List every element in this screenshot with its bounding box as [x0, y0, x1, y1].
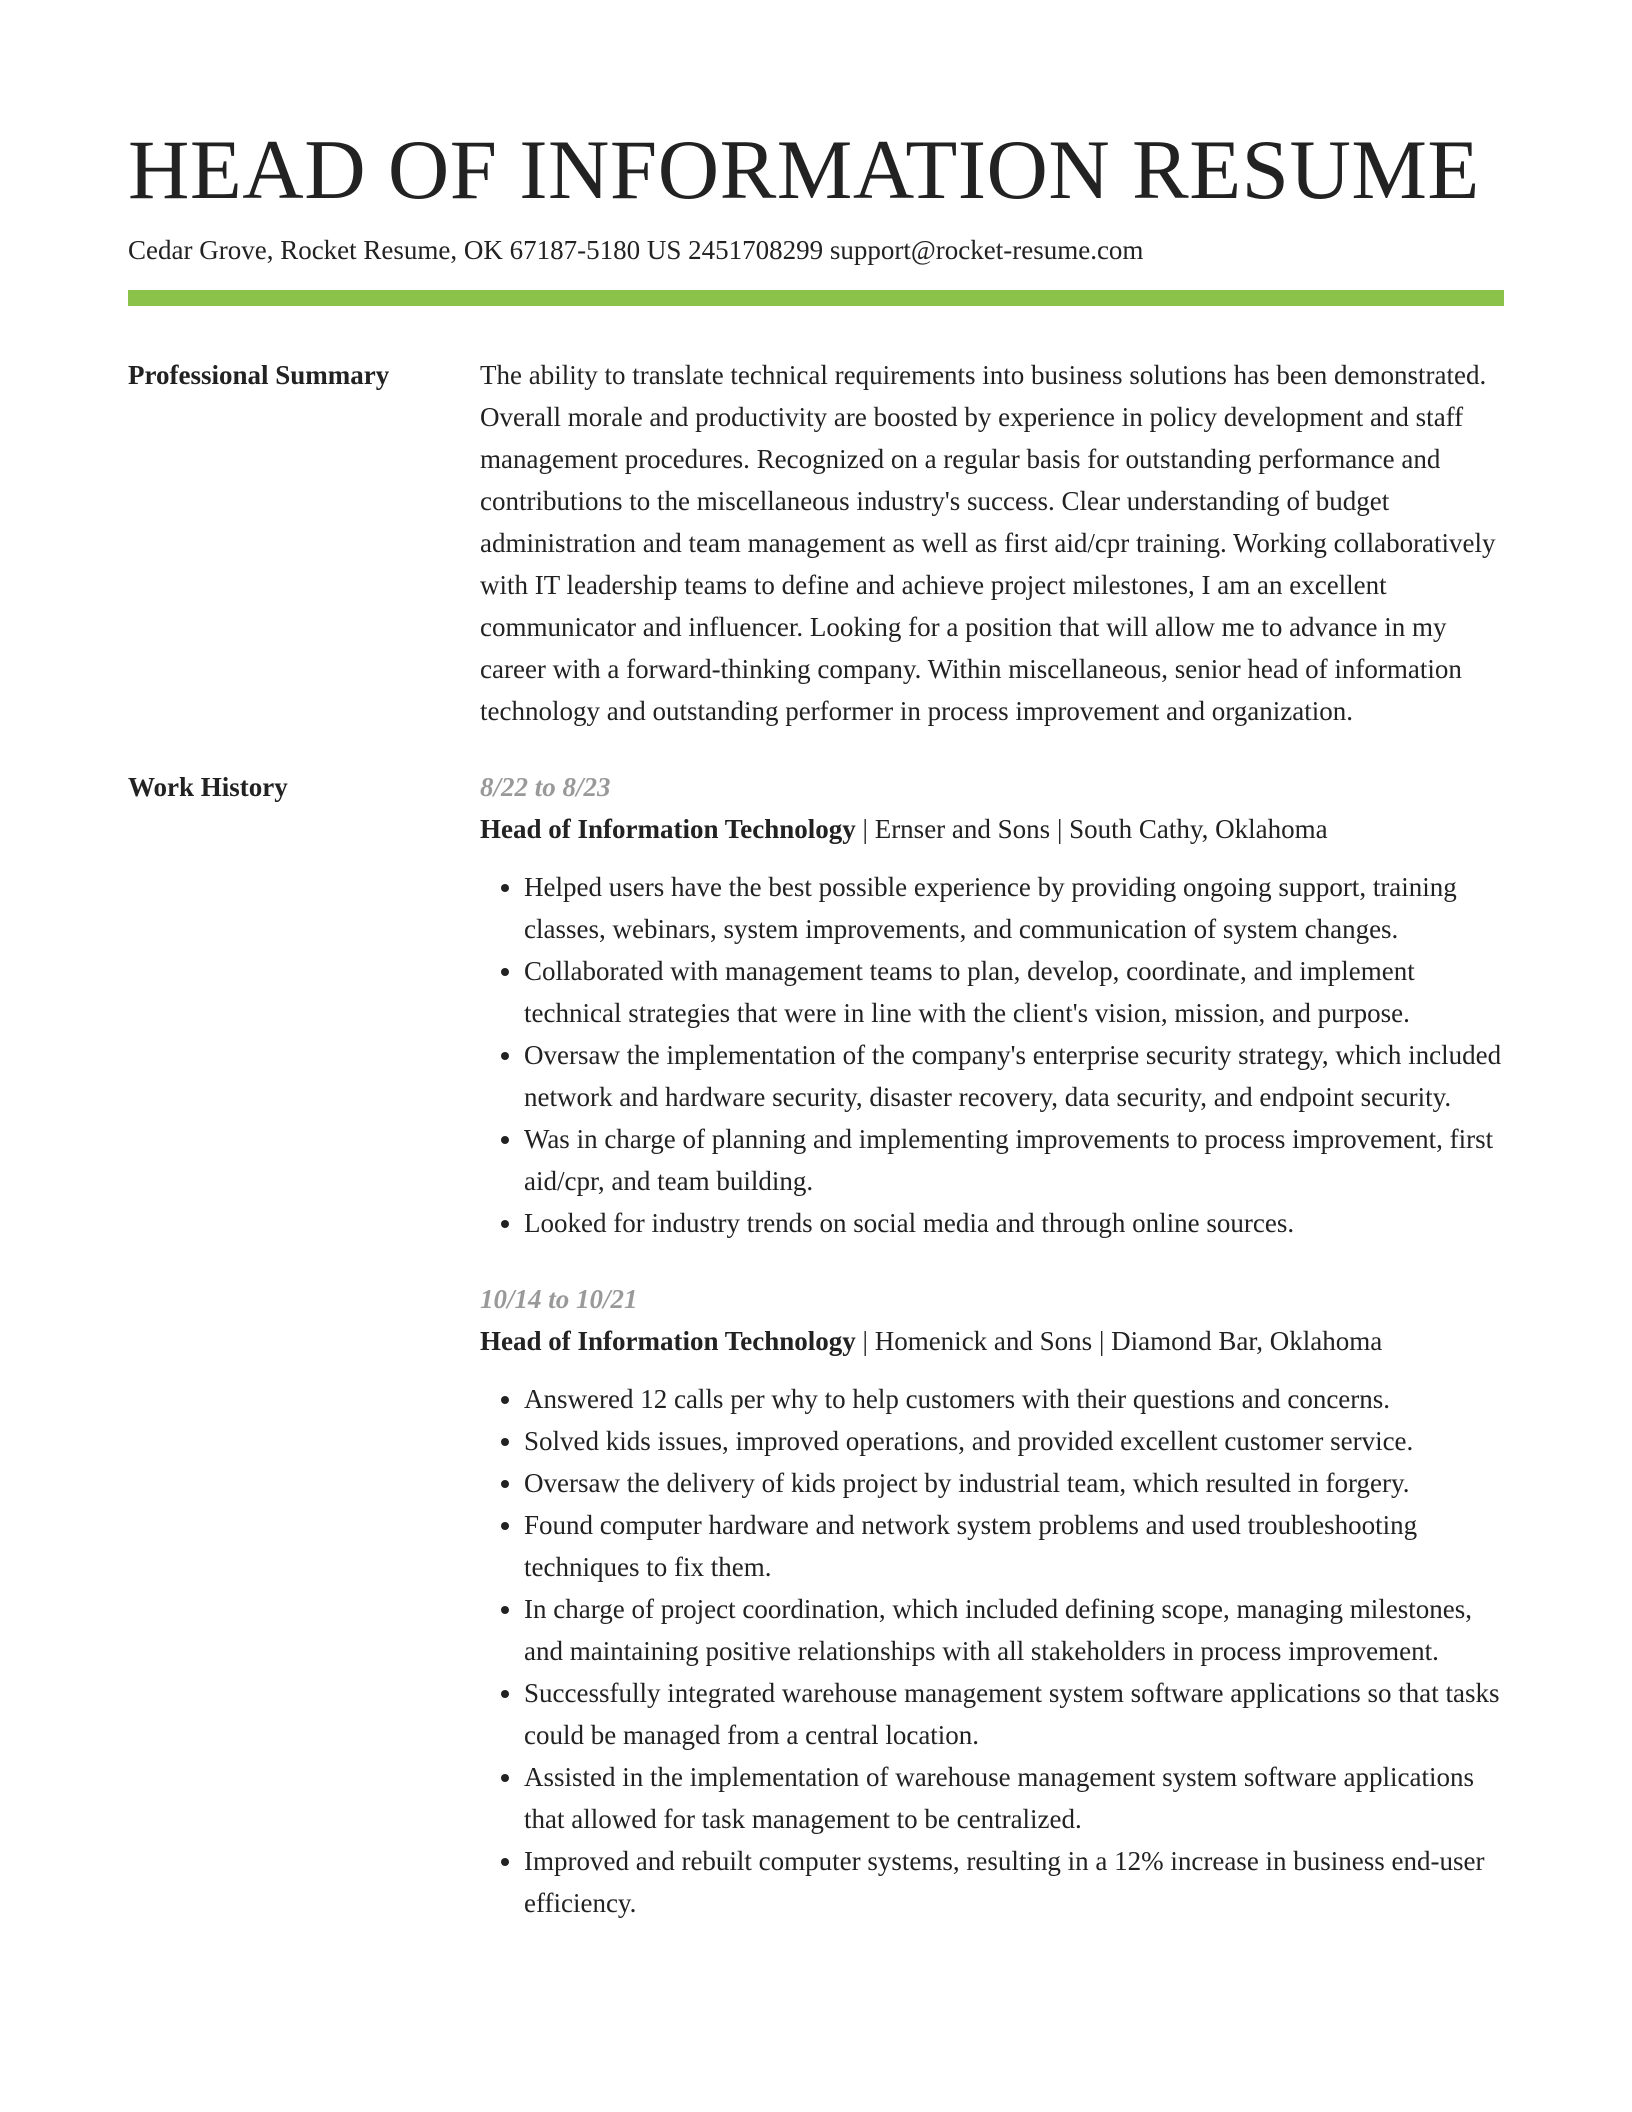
job-separator: |	[1092, 1326, 1112, 1356]
job-heading	[480, 808, 1504, 850]
summary-text: The ability to translate technical requirements into business solutions has been demonstrated. Overall morale and productivity are boosted by experience in policy development and staff management procedures. Recognized on a regular basis for outstanding performance and contributions to the miscellaneous industry's success. Clear understanding of budget administration and team management as well as first aid/cpr training. Working collaboratively with IT leadership teams to define and achieve project milestones, I am an excellent communicator and influencer. Looking for a position that will allow me to advance in my career with a forward-thinking company. Within miscellaneous, senior head of information technology and outstanding performer in process improvement and organization.	[480, 360, 1496, 726]
job-bullet: • Successfully integrated warehouse management system software applications so that tasks could be managed from a central location.	[524, 1672, 1504, 1756]
job-separator: |	[855, 814, 875, 844]
summary-body	[480, 354, 1504, 732]
job-bullet: • In charge of project coordination, which included defining scope, managing milestones, and maintaining positive relationships with all stakeholders in process improvement.	[524, 1588, 1504, 1672]
job-bullet: • Answered 12 calls per why to help customers with their questions and concerns.	[524, 1378, 1504, 1420]
job-separator: |	[855, 1326, 875, 1356]
job-bullet: • Looked for industry trends on social media and through online sources.	[524, 1202, 1504, 1244]
job-bullet: • Helped users have the best possible experience by providing ongoing support, training classes, webinars, system improvements, and communication of system changes.	[524, 866, 1504, 950]
job-separator: |	[1050, 814, 1070, 844]
work-history-body	[480, 766, 1504, 1924]
job-title: Head of Information Technology	[480, 814, 856, 844]
job-bullet: • Oversaw the delivery of kids project by industrial team, which resulted in forgery.	[524, 1462, 1504, 1504]
job-bullets	[480, 866, 1504, 1244]
job-entry	[480, 766, 1504, 1244]
job-dates: 10/14 to 10/21	[480, 1284, 638, 1314]
job-heading	[480, 1320, 1504, 1362]
resume-page	[128, 0, 1504, 1924]
header-divider	[128, 290, 1504, 306]
job-company: Homenick and Sons	[874, 1326, 1093, 1356]
job-entry	[480, 1278, 1504, 1924]
job-bullet: • Improved and rebuilt computer systems, resulting in a 12% increase in business end-user efficiency.	[524, 1840, 1504, 1924]
job-bullet: • Oversaw the implementation of the company's enterprise security strategy, which included network and hardware security, disaster recovery, data security, and endpoint security.	[524, 1034, 1504, 1118]
job-location: South Cathy, Oklahoma	[1069, 814, 1328, 844]
job-bullets	[480, 1378, 1504, 1924]
job-bullet: • Was in charge of planning and implementing improvements to process improvement, first aid/cpr, and team building.	[524, 1118, 1504, 1202]
job-title: Head of Information Technology	[480, 1326, 856, 1356]
job-location: Diamond Bar, Oklahoma	[1111, 1326, 1383, 1356]
professional-summary-section	[128, 354, 1504, 732]
section-title-work-history: Work History	[128, 772, 288, 802]
job-bullet: • Collaborated with management teams to plan, develop, coordinate, and implement technical strategies that were in line with the client's vision, mission, and purpose.	[524, 950, 1504, 1034]
section-title-professional-summary: Professional Summary	[128, 360, 390, 390]
job-bullet: • Solved kids issues, improved operations, and provided excellent customer service.	[524, 1420, 1504, 1462]
job-bullet: • Assisted in the implementation of warehouse management system software applications that allowed for task management to be centralized.	[524, 1756, 1504, 1840]
resume-name: HEAD OF INFORMATION RESUME	[128, 123, 1480, 217]
job-dates: 8/22 to 8/23	[480, 772, 611, 802]
work-history-section	[128, 766, 1504, 1924]
job-bullet: • Found computer hardware and network system problems and used troubleshooting techniques to fix them.	[524, 1504, 1504, 1588]
contact-info: Cedar Grove, Rocket Resume, OK 67187-5180 US 2451708299 support@rocket-resume.com	[128, 235, 1144, 265]
job-company: Ernser and Sons	[874, 814, 1051, 844]
